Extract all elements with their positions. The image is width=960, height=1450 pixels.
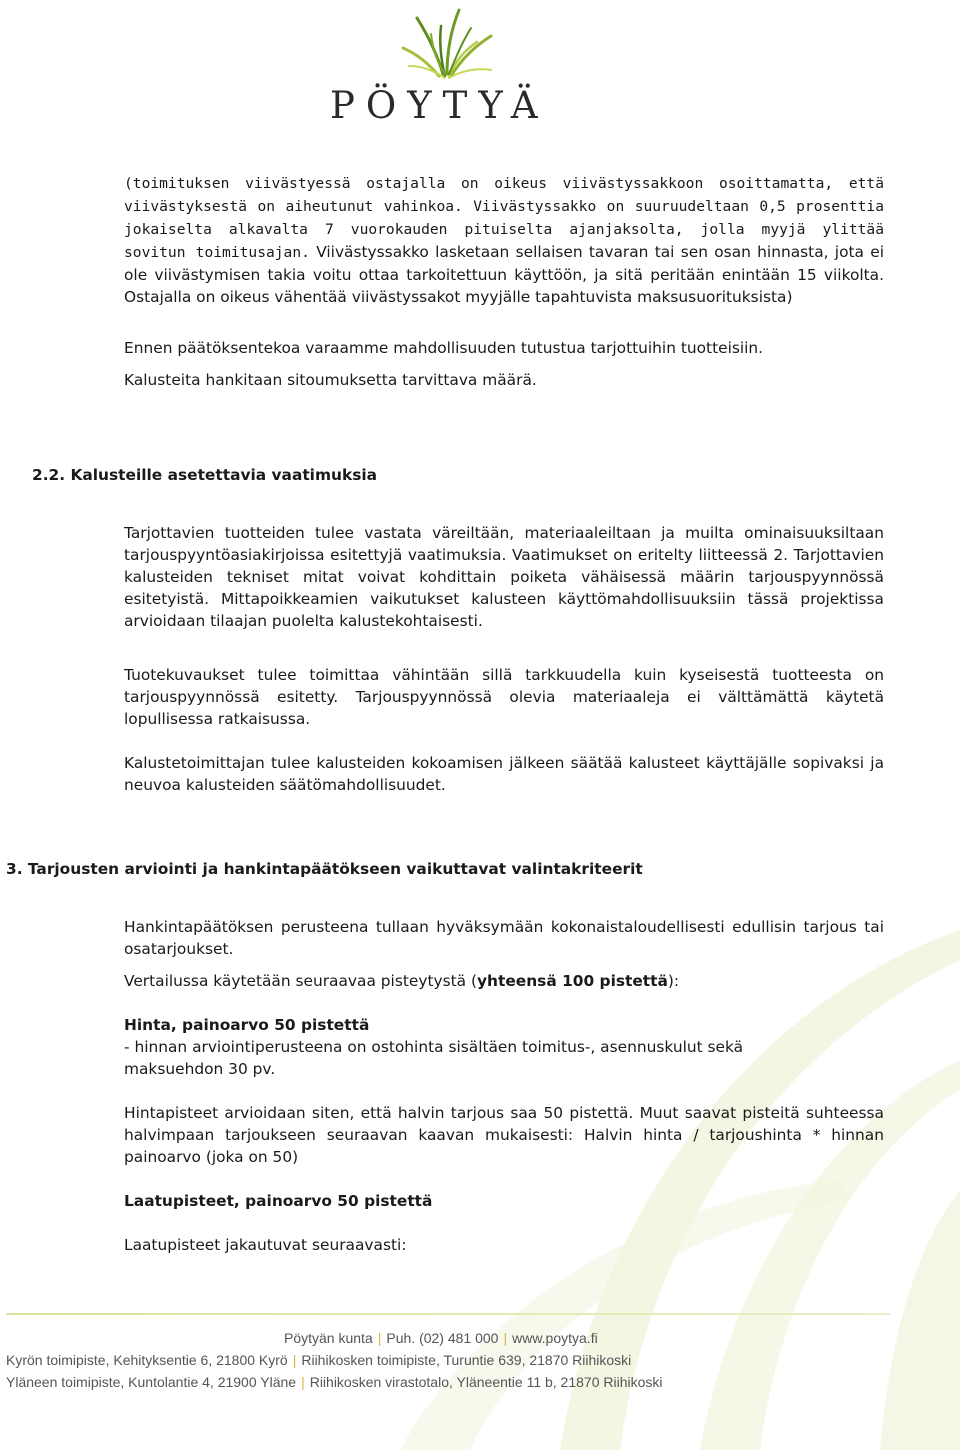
inspection-paragraph: Ennen päätöksentekoa varaamme mahdollisuuden tutustua tarjottuihin tuotteisiin. (124, 339, 764, 357)
footer-contact-line: Pöytyän kunta | Puh. (02) 481 000 | www.poytya.fi (284, 1330, 598, 1346)
price-formula-paragraph: Hintapisteet arvioidaan siten, että halvin tarjous saa 50 pistettä. Muut saavat pisteitä suhteessa halvimpaan tarjoukseen seuraavan kaavan mukaisesti: Halvin hinta / tarjoushinta * hinnan painoarvo (joka on 50) (124, 1104, 884, 1166)
footer-divider (6, 1313, 890, 1315)
footer-ylane-office: Yläneen toimipiste, Kuntolantie 4, 21900 Yläne (6, 1374, 297, 1390)
assembly-paragraph: Kalustetoimittajan tulee kalusteiden kokoamisen jälkeen säätää kalusteet käyttäjälle sopivaksi ja neuvoa kalusteiden säätömahdollisuudet. (124, 754, 884, 794)
delay-penalty-sans-text: Viivästyssakko lasketaan sellaisen tavaran tai sen osan hinnasta, jota ei ole viivästymisen takia voitu ottaa tarkoitettuun käyttöön, ja sitä peritään enintään 15 viikolta. Ostajalla on oikeus vähentää viivästyssakot myyjälle tapahtuvista maksusuorituksista) (124, 243, 884, 306)
product-descriptions-paragraph: Tuotekuvaukset tulee toimittaa vähintään sillä tarkkuudella kuin kyseisestä tuotteesta on tarjouspyynnössä esitetty. Tarjouspyynnössä olevia materiaaleja ei välttämättä käytetä lopullisessa ratkaisussa. (124, 666, 884, 728)
footer-web-link[interactable]: www.poytya.fi (512, 1330, 598, 1346)
scoring-text-pre: Vertailussa käytetään seuraavaa pisteytystä ( (124, 972, 477, 990)
footer-org: Pöytyän kunta (284, 1330, 373, 1346)
footer-offices-line-1: Kyrön toimipiste, Kehityksentie 6, 21800 Kyrö | Riihikosken toimipiste, Turuntie 639, 21870 Riihikoski (6, 1352, 632, 1368)
scoring-total-bold: yhteensä 100 pistettä (476, 972, 668, 990)
scoring-text-post: ): (667, 972, 680, 990)
footer-riihikoski-office: Riihikosken toimipiste, Turuntie 639, 21870 Riihikoski (301, 1352, 632, 1368)
price-criteria-line: - hinnan arviointiperusteena on ostohinta sisältäen toimitus-, asennuskulut sekä maksuehdon 30 pv. (124, 1038, 744, 1078)
decision-basis-paragraph: Hankintapäätöksen perusteena tullaan hyväksymään kokonaistaloudellisesti edullisin tarjous tai osatarjoukset. (124, 918, 884, 958)
section-3-heading: 3. Tarjousten arviointi ja hankintapäätökseen vaikuttavat valintakriteerit (6, 860, 643, 878)
footer-phone: Puh. (02) 481 000 (386, 1330, 499, 1346)
scoring-paragraph (124, 970, 884, 992)
delay-penalty-paragraph (124, 172, 884, 308)
quality-distribution-line: Laatupisteet jakautuvat seuraavasti: (124, 1236, 407, 1254)
footer-kyro-office: Kyrön toimipiste, Kehityksentie 6, 21800 Kyrö (6, 1352, 288, 1368)
quality-weight-heading: Laatupisteet, painoarvo 50 pistettä (124, 1192, 433, 1210)
delay-penalty-mono-text: (toimituksen viivästyessä ostajalla on oikeus viivästyssakkoon osoittamatta, että viivästyksestä on aiheutunut vahinkoa. Viivästyssakko on suuruudeltaan 0,5 prosenttia jokaiselta alkavalta 7 vuorokauden pituiselta ajanjaksolta, jolla myyjä ylittää sovitun toimitusajan. (124, 175, 884, 261)
requirements-paragraph: Tarjottavien tuotteiden tulee vastata väreiltään, materiaaleiltaan ja muilta ominaisuuksiltaan tarjouspyyntöasiakirjoissa esitettyjä vaatimuksia. Vaatimukset on eritelty liitteessä 2. Tarjottavien kalusteiden tekniset mitat voivat kohdittain poiketa vähäisessä määrin tarjouspyynnössä esitetyistä. Mittapoikkeamien vaikutukset kalusteen käyttömahdollisuuksiin tässä projektissa arvioidaan tilaajan puolelta kalustekohtaisesti. (124, 524, 884, 630)
price-weight-heading: Hinta, painoarvo 50 pistettä (124, 1016, 370, 1034)
quantity-paragraph: Kalusteita hankitaan sitoumuksetta tarvittava määrä. (124, 371, 537, 389)
section-2-2-heading: 2.2. Kalusteille asetettavia vaatimuksia (32, 466, 378, 484)
footer-offices-line-2: Yläneen toimipiste, Kuntolantie 4, 21900 Yläne | Riihikosken virastotalo, Yläneentie 11 b, 21870 Riihikoski (6, 1374, 663, 1390)
logo-wordmark: PÖYTYÄ (330, 84, 549, 127)
footer-riihikoski-virastotalo: Riihikosken virastotalo, Yläneentie 11 b, 21870 Riihikoski (309, 1374, 663, 1390)
